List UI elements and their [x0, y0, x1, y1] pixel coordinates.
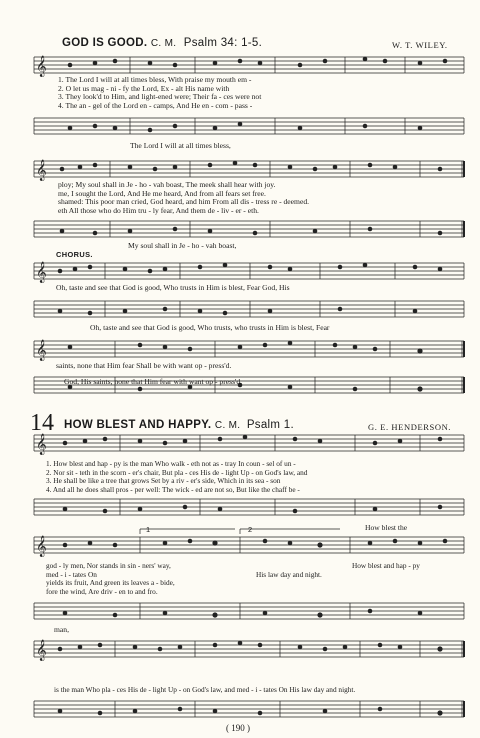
hymn1-title: GOD IS GOOD.	[62, 37, 148, 49]
verse-line: shamed: This poor man cried, God heard, and him From all dis - tress re - deemed.	[58, 197, 310, 207]
svg-text:𝄞: 𝄞	[36, 434, 47, 455]
hymn2-system3-treble	[0, 636, 480, 666]
verse-line: 3. They look'd to Him, and light-ened were; Their fa - ces were not	[58, 92, 262, 102]
hymn2-psalm: Psalm 1.	[246, 419, 294, 431]
verse-line: 1. The Lord I will at all times bless, With praise my mouth em -	[58, 75, 252, 84]
hymn2-composer: G. E. HENDERSON.	[368, 422, 452, 432]
hymn2-number: 14	[30, 410, 54, 436]
hymn1-psalm: Psalm 34: 1-5.	[183, 37, 263, 49]
verse-line: fore the wind, Are driv - en to and fro.	[46, 586, 158, 596]
volta-2-label: 2	[248, 525, 253, 534]
verse-line: 2. Nor sit - teth in the scorn - er's chair, But pla - ces His de - light Up - on God's law, and	[46, 467, 308, 477]
page-number: ( 190 )	[226, 723, 250, 733]
verse-line: me, I sought the Lord, And He me heard, And from all fears set free.	[58, 188, 266, 198]
hymn1-system2-bass-lyric: My soul shall in Je - ho - vah boast,	[128, 241, 237, 250]
hymn2-system2-right-label: How blest the	[365, 523, 408, 532]
chorus-system1-bass-lyric: Oh, taste and see that God is good, Who trusts, who trusts in Him is blest, Fear	[90, 323, 330, 332]
hymn1-system1-verses	[58, 76, 261, 110]
verse-line: 3. He shall be like a tree that grows Set by a riv - er's side, Which in its sea - son	[46, 476, 281, 486]
hymn2-system1-bass	[0, 494, 480, 524]
verse-line: eth All those who do Him tru - ly fear, And them de - liv - er - eth.	[58, 205, 259, 215]
hymn2-system2-treble	[0, 532, 480, 562]
hymn1-system1-bass-lyric: The Lord I will at all times bless,	[130, 141, 231, 150]
hymn2-system2-mid-lyric: His law day and night.	[256, 570, 322, 579]
hymn2-system2-right-lyric: How blest and hap - py	[352, 561, 420, 570]
chorus-system2-lyric: saints, none that Him fear Shall be with want op - press'd.	[56, 361, 232, 370]
verse-line: 1. How blest and hap - py is the man Who walk - eth not as - tray In coun - sel of un -	[46, 459, 296, 468]
svg-text:𝄞: 𝄞	[36, 56, 47, 77]
hymn2-system1-verses	[46, 460, 307, 494]
hymn1-title-row	[62, 37, 262, 49]
verse-line: ploy; My soul shall in Je - ho - vah boast, The meek shall hear with joy.	[58, 180, 276, 189]
chorus-system1-bass	[0, 296, 480, 326]
verse-line: god - ly men, Nor stands in sin - ners' way,	[46, 561, 171, 570]
hymn1-system1-bass	[0, 113, 480, 143]
hymn2-meter: C. M.	[214, 420, 241, 431]
verse-line: 4. And all he does shall pros - per well: The wick - ed are not so, But like the chaff be -	[46, 484, 300, 494]
verse-line: 2. O let us mag - ni - fy the Lord, Ex - alt His name with	[58, 83, 230, 93]
hymn1-composer: W. T. WILEY.	[392, 40, 448, 50]
chorus-label: CHORUS.	[56, 250, 93, 259]
hymn2-system3-label: man,	[54, 625, 69, 634]
hymn2-system2-bass	[0, 598, 480, 628]
verse-line: yields its fruit, And green its leaves a - bide,	[46, 578, 175, 588]
svg-text:𝄞: 𝄞	[36, 340, 47, 361]
verse-line: 4. The an - gel of the Lord en - camps, And He en - com - pass -	[58, 100, 253, 110]
svg-text:𝄞: 𝄞	[36, 262, 47, 283]
hymn2-system2-verses	[46, 562, 175, 596]
hymn1-meter: C. M.	[150, 38, 177, 49]
hymn2-system1-treble	[0, 430, 480, 460]
chorus-system2-bass-lyric: God, His saints, none that Him fear with want op - press'd.	[64, 377, 243, 386]
hymn2-system3-lyric: is the man Who pla - ces His de - light Up - on God's law, and med - i - tates On His law day and night.	[54, 685, 356, 694]
svg-text:𝄞: 𝄞	[36, 640, 47, 661]
hymn1-system2-bass	[0, 216, 480, 246]
hymn2-title: HOW BLEST AND HAPPY.	[64, 419, 212, 431]
volta-1-label: 1	[146, 525, 151, 534]
svg-text:𝄞: 𝄞	[36, 160, 47, 181]
chorus-system1-lyric: Oh, taste and see that God is good, Who trusts in Him is blest, Fear God, His	[56, 283, 290, 292]
verse-line: med - i - tates On	[46, 569, 97, 579]
svg-text:𝄞: 𝄞	[36, 536, 47, 557]
hymn1-system2-verses	[58, 181, 309, 215]
